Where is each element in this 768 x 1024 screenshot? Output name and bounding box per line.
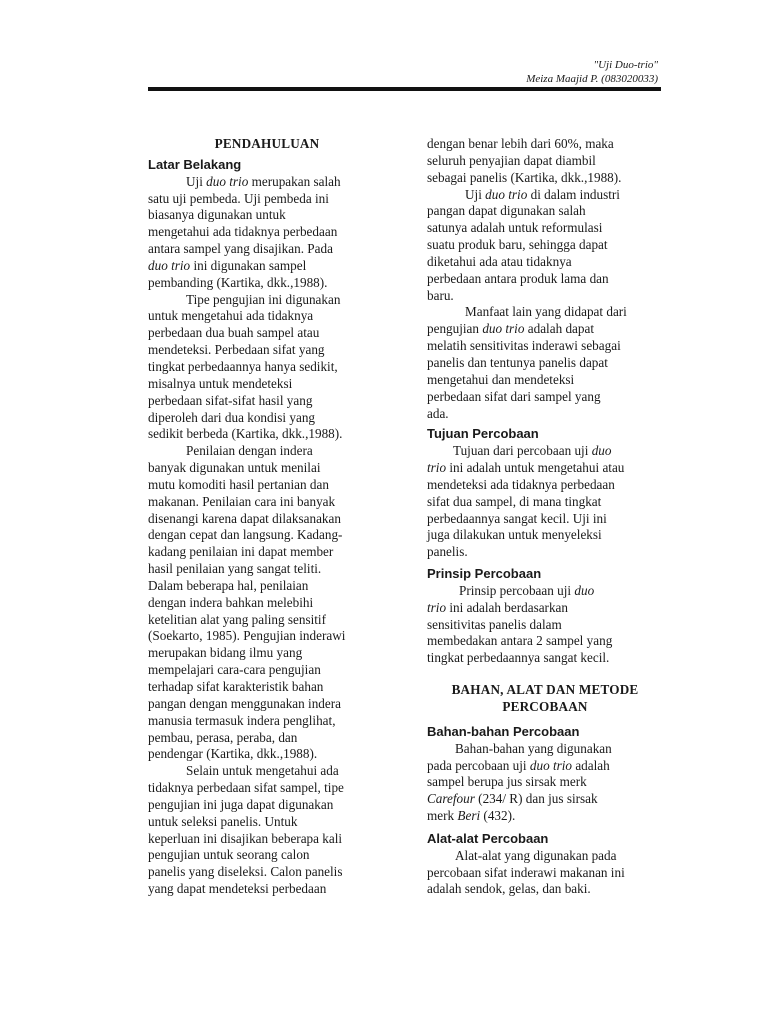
text-line: (Soekarto, 1985). Pengujian inderawi — [148, 628, 346, 644]
text-line: pengujian ini juga dapat digunakan — [148, 796, 334, 812]
text-line: panelis. — [427, 544, 468, 560]
text-line: tingkat perbedaannya sangat kecil. — [427, 650, 610, 666]
text-line: mendeteksi ada tidaknya perbedaan — [427, 476, 615, 492]
paragraph-cont-1 — [427, 136, 663, 187]
emphasis: trio — [427, 460, 447, 476]
left-column — [148, 136, 386, 898]
emphasis: duo trio — [529, 757, 573, 773]
emphasis: duo — [574, 582, 595, 598]
text-line: percobaan sifat inderawi makanan ini — [427, 864, 625, 880]
text-line: mendeteksi. Perbedaan sifat yang — [148, 342, 325, 358]
text-line: antara sampel yang disajikan. Pada — [148, 241, 333, 257]
text-line: pendengar (Kartika, dkk.,1988). — [148, 746, 318, 762]
text-line: perbedaannya sangat kecil. Uji ini — [427, 510, 607, 526]
header-rule — [148, 87, 661, 91]
emphasis: duo — [591, 443, 612, 459]
text-line: hasil penilaian yang sangat teliti. — [148, 561, 322, 577]
text-line: sebagai panelis (Kartika, dkk.,1988). — [427, 169, 622, 185]
text-line: pada percobaan uji duo trio adalah — [427, 757, 610, 773]
text-line: Tipe pengujian ini digunakan — [186, 291, 341, 307]
text-line: Selain untuk mengetahui ada — [186, 763, 339, 779]
text-line: pangan dapat digunakan salah — [427, 203, 586, 219]
paragraph-intro-1 — [148, 174, 386, 292]
text-line: perbedaan antara produk lama dan — [427, 270, 609, 286]
section-heading-bahan-alat-line2: PERCOBAAN — [502, 699, 588, 714]
text-line: tingkat perbedaannya hanya sedikit, — [148, 358, 338, 374]
text-line: Alat-alat yang digunakan pada — [455, 847, 617, 863]
text-line: trio ini adalah untuk mengetahui atau — [427, 460, 625, 476]
text-line: adalah sendok, gelas, dan baki. — [427, 881, 591, 897]
paragraph-intro-4 — [148, 763, 386, 898]
emphasis: trio — [427, 599, 447, 615]
text-line: ketelitian alat yang paling sensitif — [148, 611, 326, 627]
text-line: Uji duo trio di dalam industri — [465, 186, 620, 202]
text-line: tidaknya perbedaan sifat sampel, tipe — [148, 780, 344, 796]
emphasis: Carefour — [427, 791, 475, 807]
section-heading-bahan-alat-line1: BAHAN, ALAT DAN METODE — [451, 682, 639, 698]
text-line: terhadap sifat karakteristik bahan — [148, 679, 324, 694]
text-line: melatih sensitivitas inderawi sebagai — [427, 338, 621, 354]
subheading-bahan: Bahan-bahan Percobaan — [427, 723, 580, 739]
emphasis: duo trio — [148, 257, 191, 273]
text-line: Tujuan dari percobaan uji duo — [453, 443, 612, 459]
text-line: dengan indera bahkan melebihi — [148, 594, 314, 610]
text-line: pengujian duo trio adalah dapat — [427, 321, 595, 337]
text-line: mutu komoditi hasil pertanian dan — [148, 476, 329, 492]
text-line: sedikit berbeda (Kartika, dkk.,1988). — [148, 426, 343, 442]
text-line: keperluan ini disajikan beberapa kali — [148, 830, 343, 846]
text-line: sensitivitas panelis dalam — [427, 616, 562, 632]
text-line: mempelajari cara-cara pengujian — [148, 662, 321, 678]
emphasis: duo trio — [482, 321, 525, 337]
text-line: mengetahui dan mendeteksi — [427, 371, 575, 387]
paragraph-intro-2 — [148, 292, 386, 444]
text-line: panelis yang diseleksi. Calon panelis — [148, 864, 343, 880]
text-line: trio ini adalah berdasarkan — [427, 599, 568, 615]
subheading-alat: Alat-alat Percobaan — [427, 830, 549, 846]
emphasis: duo trio — [485, 186, 528, 202]
text-line: panelis dan tentunya panelis dapat — [427, 354, 608, 370]
text-line: diketahui ada atau tidaknya — [427, 253, 572, 269]
text-line: pembanding (Kartika, dkk.,1988). — [148, 274, 328, 290]
text-line: satunya adalah untuk reformulasi — [427, 220, 603, 236]
text-line: manusia termasuk indera penglihat, — [148, 712, 336, 728]
text-line: merupakan bidang ilmu yang — [148, 645, 303, 661]
text-line: satu uji pembeda. Uji pembeda ini — [148, 190, 329, 206]
text-line: sifat dua sampel, di mana tingkat — [427, 493, 602, 509]
emphasis: duo trio — [206, 173, 249, 189]
text-line: disenangi karena dapat dilaksanakan — [148, 510, 341, 526]
paragraph-cont-3 — [427, 304, 663, 422]
text-line: dengan benar lebih dari 60%, maka — [427, 136, 614, 151]
right-column — [427, 136, 663, 898]
text-line: sampel berupa jus sirsak merk — [427, 774, 587, 790]
text-line: untuk mengetahui ada tidaknya — [148, 308, 314, 324]
paragraph-tujuan — [427, 443, 663, 561]
text-line: Bahan-bahan yang digunakan — [455, 740, 612, 756]
text-line: perbedaan dua buah sampel atau — [148, 325, 320, 341]
paragraph-cont-2 — [427, 187, 663, 305]
text-line: makanan. Penilaian cara ini banyak — [148, 493, 336, 509]
text-line: seluruh penyajian dapat diambil — [427, 152, 596, 168]
text-line: biasanya digunakan untuk — [148, 207, 286, 223]
running-header — [526, 58, 658, 86]
text-line: suatu produk baru, sehingga dapat — [427, 237, 608, 253]
paragraph-intro-3 — [148, 443, 386, 763]
subheading-prinsip: Prinsip Percobaan — [427, 566, 542, 582]
text-line: ada. — [427, 405, 449, 421]
text-line: pengujian untuk seorang calon — [148, 847, 310, 863]
text-line: perbedaan sifat-sifat hasil yang — [148, 392, 313, 408]
text-line: perbedaan sifat dari sampel yang — [427, 388, 601, 404]
text-line: mengetahui ada tidaknya perbedaan — [148, 224, 338, 240]
text-line: baru. — [427, 287, 454, 303]
text-line: diperoleh dari dua kondisi yang — [148, 409, 316, 425]
text-line: Dalam beberapa hal, penilaian — [148, 577, 309, 593]
paragraph-alat — [427, 848, 663, 899]
paragraph-prinsip — [427, 583, 663, 667]
text-line: membedakan antara 2 sampel yang — [427, 633, 613, 649]
text-line: duo trio ini digunakan sampel — [148, 257, 307, 273]
section-heading-pendahuluan: PENDAHULUAN — [214, 136, 320, 151]
text-line: Penilaian dengan indera — [186, 443, 313, 459]
text-line: pembau, perasa, peraba, dan — [148, 729, 298, 745]
text-line: kadang penilaian ini dapat member — [148, 544, 334, 560]
text-line: Manfaat lain yang didapat dari — [465, 304, 627, 320]
text-line: dengan cepat dan langsung. Kadang- — [148, 527, 343, 543]
paragraph-bahan — [427, 741, 663, 825]
text-line: Carefour (234/ R) dan jus sirsak — [427, 791, 598, 807]
text-line: untuk seleksi panelis. Untuk — [148, 813, 298, 829]
text-line: juga dilakukan untuk menyeleksi — [427, 527, 602, 543]
header-author: Meiza Maajid P. (083020033) — [526, 73, 658, 85]
subheading-latar-belakang: Latar Belakang — [148, 156, 242, 172]
header-title: "Uji Duo-trio" — [593, 59, 658, 71]
emphasis: Beri — [457, 808, 481, 824]
text-line: merk Beri (432). — [427, 808, 516, 824]
text-line: yang dapat mendeteksi perbedaan — [148, 881, 327, 897]
text-line: pangan dengan menggunakan indera — [148, 695, 341, 711]
subheading-tujuan: Tujuan Percobaan — [427, 426, 539, 442]
text-line: banyak digunakan untuk menilai — [148, 460, 321, 476]
text-line: Prinsip percobaan uji duo — [459, 582, 595, 598]
text-line: misalnya untuk mendeteksi — [148, 375, 293, 391]
text-line: Uji duo trio merupakan salah — [186, 173, 341, 189]
